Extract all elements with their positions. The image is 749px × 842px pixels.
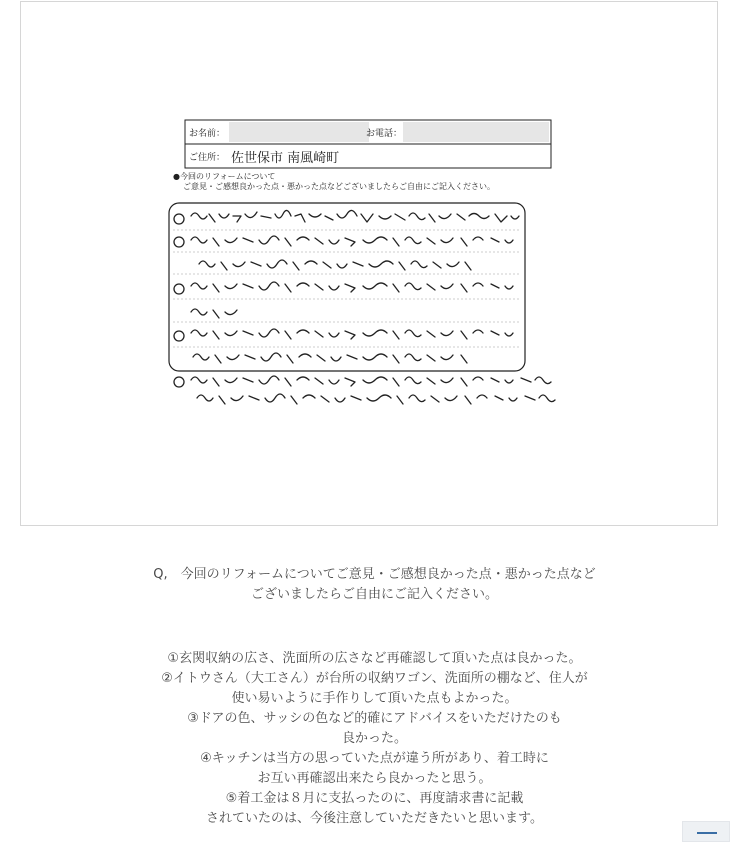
back-to-top-button[interactable] (682, 821, 730, 842)
phone-redaction (403, 122, 549, 142)
scan-section-title: ●今回のリフォームについて (173, 172, 276, 181)
question-line-2: ございましたらご自由にご記入ください。 (250, 587, 498, 602)
survey-scan-image (20, 1, 718, 526)
arrow-up-icon (697, 832, 717, 834)
answer-line-5: 良かった。 (341, 731, 407, 746)
answer-line-2: ②イトウさん（大工さん）が台所の収納ワゴン、洗面所の棚など、住人が (161, 671, 588, 686)
name-redaction (229, 122, 369, 142)
answer-text (0, 649, 749, 829)
question-text (0, 565, 749, 605)
scan-address-label: ご住所： (189, 153, 226, 163)
scan-name-label: お名前： (189, 129, 226, 139)
answer-line-3: 使い易いように手作りして頂いた点もよかった。 (231, 691, 518, 706)
handwriting-strokes (174, 210, 555, 404)
answer-line-4: ③ドアの色、サッシの色など的確にアドバイスをいただけたのも (187, 711, 562, 726)
answer-box-ruled-lines (173, 230, 521, 347)
answer-line-6: ④キッチンは当方の思っていた点が違う所があり、着工時に (200, 751, 549, 766)
answer-line-1: ①玄関収納の広さ、洗面所の広さなど再確認して頂いた点は良かった。 (167, 651, 582, 666)
scan-address-value: 佐世保市 南風崎町 (231, 151, 340, 166)
question-line-1: Q, 今回のリフォームについてご意見・ご感想良かった点・悪かった点など (153, 567, 596, 582)
scan-section-subtitle: ご意見・ご感想良かった点・悪かった点などございましたらご自由にご記入ください。 (183, 182, 495, 191)
survey-scan-drawing (21, 2, 719, 527)
answer-line-7: お互い再確認出来たら良かったと思う。 (257, 771, 492, 786)
scan-phone-label: お電話： (366, 129, 403, 139)
answer-line-9: されていたのは、今後注意していただきたいと思います。 (206, 811, 543, 826)
answer-line-8: ⑤着工金は８月に支払ったのに、再度請求書に記載 (225, 791, 524, 806)
